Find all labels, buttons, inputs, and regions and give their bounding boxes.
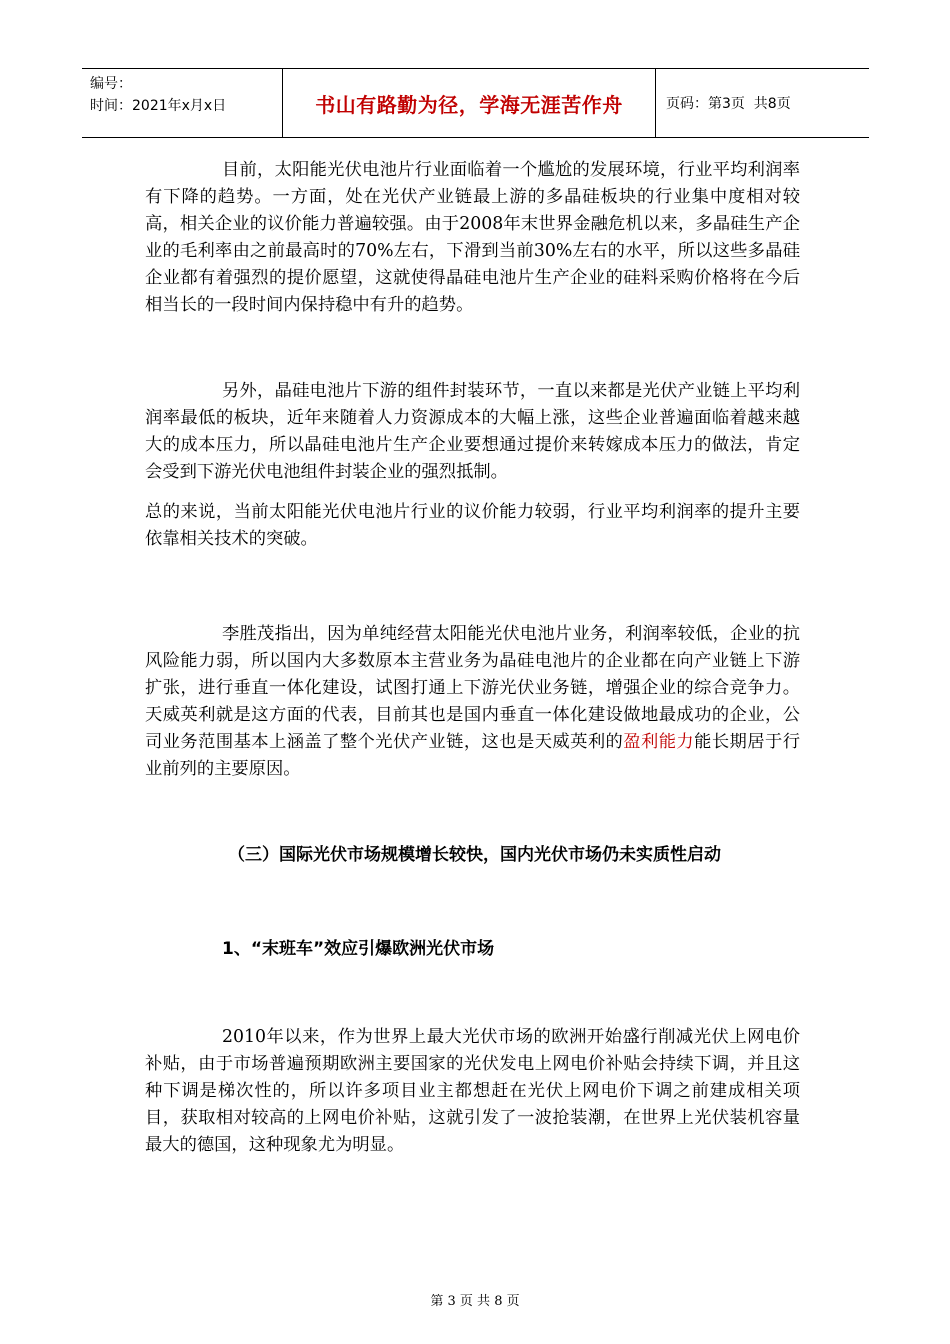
- subsection-heading-1: 1、“末班车”效应引爆欧洲光伏市场: [222, 939, 495, 959]
- paragraph-vertical-integration-text: 李胜茂指出，因为单纯经营太阳能光伏电池片业务，利润率较低，企业的抗风险能力弱，所以国内大多数原本主营业务为晶硅电池片的企业都在向产业链上下游扩张，进行垂直一体化建设，试图打通上下游光伏业务链，增强企业的综合竞争力。天威英利就是这方面的代表，目前其也是国内垂直一体化建设做地最成功的企业，公司业务范围基本上涵盖了整个光伏产业链，这也是天威英利的: [145, 624, 800, 752]
- header-motto: 书山有路勤为径，学海无涯苦作舟: [282, 69, 656, 137]
- page-footer: 第 3 页 共 8 页: [430, 1294, 520, 1309]
- header-meta: [82, 69, 282, 137]
- paragraph-downstream-packaging: 另外，晶硅电池片下游的组件封装环节，一直以来都是光伏产业链上平均利润率最低的板块，近年来随着人力资源成本的大幅上涨，这些企业普遍面临着越来越大的成本压力，所以晶硅电池片生产企业要想通过提价来转嫁成本压力的做法，肯定会受到下游光伏电池组件封装企业的强烈抵制。: [145, 381, 800, 482]
- paragraph-vertical-integration-tail: 能长期居于行业前列的主要原因。: [145, 732, 800, 779]
- document-date-label: 时间：2021年x月x日: [90, 98, 227, 114]
- header-page-code-text: 页码：第3页 共8页: [666, 96, 791, 112]
- document-number-label: 编号：: [90, 76, 132, 92]
- paragraph-vertical-integration: [145, 621, 800, 783]
- header-page-code: [656, 69, 869, 137]
- paragraph-summary: 总的来说，当前太阳能光伏电池片行业的议价能力较弱，行业平均利润率的提升主要依靠相关技术的突破。: [145, 502, 800, 549]
- paragraph-european-market: 2010年以来，作为世界上最大光伏市场的欧洲开始盛行削减光伏上网电价补贴，由于市场普遍预期欧洲主要国家的光伏发电上网电价补贴会持续下调，并且这种下调是梯次性的，所以许多项目业主都想赶在光伏上网电价下调之前建成相关项目，获取相对较高的上网电价补贴，这就引发了一波抢装潮，在世界上光伏装机容量最大的德国，这种现象尤为明显。: [145, 1027, 800, 1155]
- profitability-link[interactable]: 盈利能力: [623, 732, 695, 752]
- document-header: [82, 68, 869, 138]
- paragraph-pricing-environment: 目前，太阳能光伏电池片行业面临着一个尴尬的发展环境，行业平均利润率有下降的趋势。一方面，处在光伏产业链最上游的多晶硅板块的行业集中度相对较高，相关企业的议价能力普遍较强。由于2008年末世界金融危机以来，多晶硅生产企业的毛利率由之前最高时的70%左右，下滑到当前30%左右的水平，所以这些多晶硅企业都有着强烈的提价愿望，这就使得晶硅电池片生产企业的硅料采购价格将在今后相当长的一段时间内保持稳中有升的趋势。: [145, 160, 800, 315]
- section-heading-3: （三）国际光伏市场规模增长较快，国内光伏市场仍未实质性启动: [228, 845, 721, 865]
